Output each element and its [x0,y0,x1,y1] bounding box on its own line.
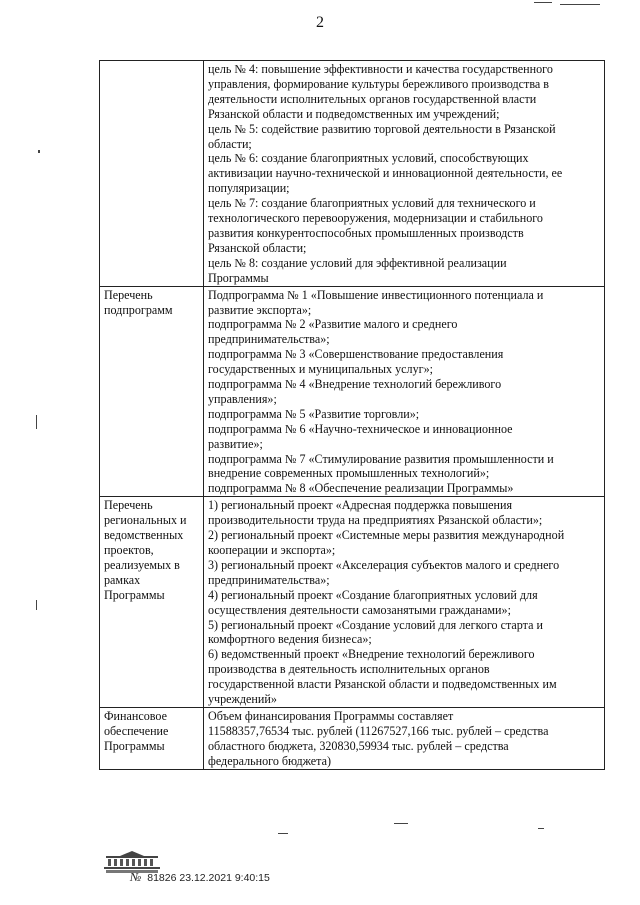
content-line: Подпрограмма № 1 «Повышение инвестиционного потенциала и [208,287,544,302]
row-label-cell [100,61,204,287]
label-line: реализуемых в [104,557,180,572]
row-content-cell [204,286,605,497]
page-number: 2 [316,14,324,31]
content-line: 3) региональный проект «Акселерация субъектов малого и среднего [208,557,560,572]
content-line: 11588357,76534 тыс. рублей (11267527,166 тыс. рублей – средства [208,723,549,738]
stamp-mark: № [130,870,142,884]
row-label-cell [100,286,204,497]
content-line: развития конкурентоспособных промышленных производств [208,225,524,240]
table-row [100,707,605,769]
content-line: популяризации; [208,181,290,196]
content-line: областного бюджета, 320830,59934 тыс. рублей – средства [208,738,509,753]
content-line: цель № 4: повышение эффективности и качества государственного [208,62,553,76]
content-line: подпрограмма № 6 «Научно-техническое и инновационное [208,421,513,436]
content-line: управления, формирование культуры бережливого производства в [208,76,549,91]
content-line: государственных и муниципальных услуг»; [208,362,433,377]
content-line: кооперации и экспорта»; [208,543,336,557]
scan-speck [36,415,37,429]
label-line: обеспечение [104,723,169,738]
content-line: цель № 5: содействие развитию торговой деятельности в Рязанской [208,121,556,136]
content-line: 1) региональный проект «Адресная поддержка повышения [208,498,513,513]
label-line: Перечень [104,287,153,302]
content-line: 2) региональный проект «Системные меры развития международной [208,528,565,543]
label-line: подпрограмм [104,302,173,317]
content-line: подпрограмма № 5 «Развитие торговли»; [208,406,420,421]
content-line: предпринимательства»; [208,332,330,347]
content-line: подпрограмма № 7 «Стимулирование развития промышленности и [208,451,554,466]
scan-speck [534,2,552,3]
content-line: управления»; [208,391,277,406]
content-line: области; [208,136,252,151]
content-line: Рязанской области; [208,240,307,255]
content-line: 5) региональный проект «Создание условий для легкого старта и [208,617,543,632]
content-line: подпрограмма № 8 «Обеспечение реализации Программы» [208,481,514,496]
content-line: комфортного ведения бизнеса»; [208,632,372,647]
content-line: 6) ведомственный проект «Внедрение технологий бережливого [208,647,535,662]
label-line: Перечень [104,498,153,513]
row-content-cell [204,707,605,769]
content-line: государственной власти Рязанской области и подведомственных им [208,677,557,692]
passport-table [99,60,605,770]
content-line: 4) региональный проект «Создание благоприятных условий для [208,587,538,602]
label-line: ведомственных [104,528,184,543]
content-line: технологического перевооружения, модернизации и стабильного [208,211,543,226]
label-line: рамках [104,572,141,587]
label-line: региональных и [104,513,187,528]
content-line: Объем финансирования Программы составляет [208,708,454,723]
content-line: учреждений» [208,692,277,707]
content-line: подпрограмма № 3 «Совершенствование предоставления [208,347,504,362]
content-line: производства в деятельность исполнительных органов [208,662,490,677]
scan-speck [36,600,37,610]
table-row [100,497,605,708]
content-line: развитие»; [208,436,263,451]
content-line: цель № 8: создание условий для эффективной реализации [208,255,507,270]
content-line: активизации научно-технической и инновационной деятельности, ее [208,166,563,181]
content-line: производительности труда на предприятиях Рязанской области»; [208,513,543,528]
stamp-text: 81826 23.12.2021 9:40:15 [147,872,270,884]
scan-speck [560,4,600,5]
content-line: подпрограмма № 2 «Развитие малого и среднего [208,317,458,332]
registration-stamp [130,870,270,885]
content-line: Рязанской области и подведомственных им учреждений; [208,106,500,121]
content-line: цель № 7: создание благоприятных условий для технического и [208,196,536,211]
content-line: деятельности исполнительных органов государственной власти [208,91,537,106]
row-label-cell [100,497,204,708]
content-line: предпринимательства»; [208,572,330,587]
content-line: развитие экспорта»; [208,302,312,317]
row-content-cell [204,497,605,708]
content-line: федерального бюджета) [208,753,332,768]
content-line: Программы [208,270,269,285]
scan-speck [278,833,288,834]
scan-speck [38,150,40,153]
content-line: цель № 6: создание благоприятных условий, способствующих [208,151,529,166]
scan-speck [538,828,544,829]
table-row [100,286,605,497]
row-label-cell [100,707,204,769]
table-row [100,61,605,287]
content-line: подпрограмма № 4 «Внедрение технологий бережливого [208,377,502,392]
row-content-cell [204,61,605,287]
scan-speck [394,823,408,824]
label-line: Программы [104,738,165,753]
content-line: осуществления деятельности самозанятыми гражданами»; [208,602,511,617]
content-line: внедрение современных промышленных технологий»; [208,466,490,481]
label-line: проектов, [104,543,154,557]
label-line: Программы [104,587,165,602]
label-line: Финансовое [104,708,167,723]
